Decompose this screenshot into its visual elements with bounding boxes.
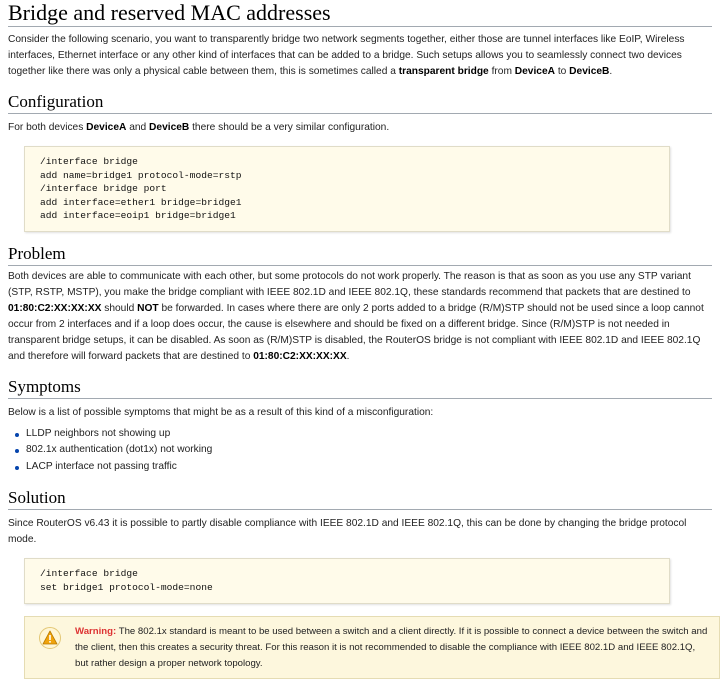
mac-address-term: 01:80:C2:XX:XX:XX <box>253 350 347 362</box>
warning-triangle-icon <box>39 627 61 649</box>
configuration-code-block[interactable]: /interface bridge add name=bridge1 protocol-mode=rstp /interface bridge port add interface=ether1 bridge=bridge1 add interface=eoip1 bridge=bridge1 <box>24 146 670 232</box>
mac-address-term: 01:80:C2:XX:XX:XX <box>8 302 102 314</box>
intro-paragraph: Consider the following scenario, you want to transparently bridge two network segments together, either those are tunnel interfaces like EoIP, Wireless interfaces, Ethernet interface or any other kind of interfaces that can be added to a bridge. Such setups allows you to seamlessly connect two devices together like there was only a physical cable between them, this is sometimes called a transparent bridge from DeviceA to DeviceB. <box>8 34 685 77</box>
symptoms-heading: Symptoms <box>8 377 712 399</box>
configuration-heading: Configuration <box>8 92 712 114</box>
device-a-term: DeviceA <box>514 66 555 77</box>
configuration-paragraph: For both devices DeviceA and DeviceB there should be a very similar configuration. <box>8 122 390 133</box>
warning-label: Warning: <box>75 625 117 637</box>
solution-paragraph: Since RouterOS v6.43 it is possible to partly disable compliance with IEEE 802.1D and IEEE 802.1Q, this can be done by changing the bridge protocol mode. <box>8 518 687 546</box>
symptoms-paragraph: Below is a list of possible symptoms that might be as a result of this kind of a misconfiguration: <box>8 406 434 418</box>
symptoms-list <box>8 426 712 476</box>
transparent-bridge-term: transparent bridge <box>398 66 489 77</box>
warning-text: The 802.1x standard is meant to be used between a switch and a client directly. If it is possible to connect a device between the switch and the client, then this creates a security threat. For this reason it is not recommended to disable the compliance with IEEE 802.1D and IEEE 802.1Q, but rather design a proper network topology. <box>75 625 708 669</box>
solution-code-block[interactable]: /interface bridge set bridge1 protocol-mode=none <box>24 558 670 603</box>
list-item: LACP interface not passing traffic <box>15 459 712 476</box>
problem-heading: Problem <box>8 244 712 266</box>
list-item: 802.1x authentication (dot1x) not working <box>15 442 712 459</box>
warning-box <box>24 616 720 679</box>
not-term: NOT <box>137 302 159 314</box>
device-a-term: DeviceA <box>86 122 127 133</box>
device-b-term: DeviceB <box>569 66 610 77</box>
page-title: Bridge and reserved MAC addresses <box>8 0 712 27</box>
list-item: LLDP neighbors not showing up <box>15 426 712 443</box>
problem-paragraph: Both devices are able to communicate with each other, but some protocols do not work properly. The reason is that as soon as you use any STP variant (STP, RSTP, MSTP), you make the bridge compliant with IEEE 802.1D and IEEE 802.1Q, these standards recommend that packets that are destined to 01:80:C2:XX:XX:XX should NOT be forwarded. In cases where there are only 2 ports added to a bridge (R/M)STP should not be used since a loop cannot occur from 2 interfaces and if a loop does occur, the cause is elsewhere and should be fixed on a different bridge. Since (R/M)STP is not needed in transparent bridge setups, it can be disabled. As soon as (R/M)STP is disabled, the RouterOS bridge is not compliant with IEEE 802.1D and IEEE 802.1Q and therefore will forward packets that are destined to 01:80:C2:XX:XX:XX. <box>8 270 704 362</box>
device-b-term: DeviceB <box>149 122 190 133</box>
solution-heading: Solution <box>8 488 712 510</box>
